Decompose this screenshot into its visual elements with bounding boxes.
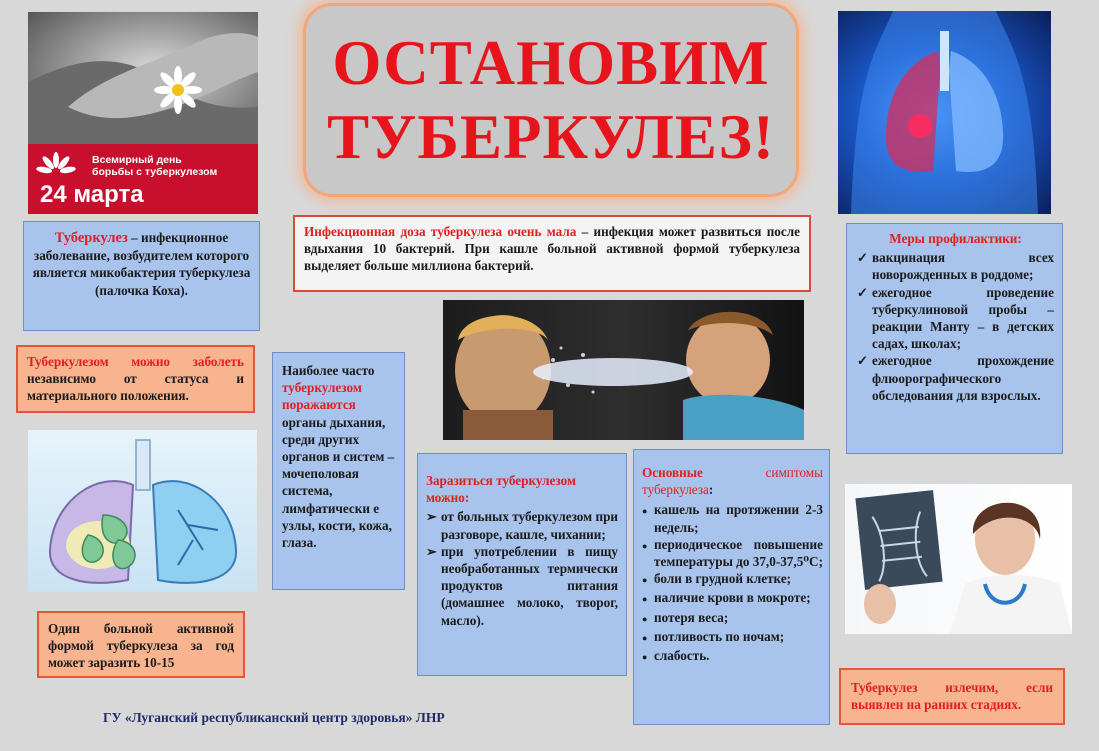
organs-box [272,352,405,590]
transmission-list [426,508,618,628]
prevention-item [857,284,1054,353]
bullet-icon: ✓ [857,250,869,266]
bullet-icon: ✓ [857,353,869,369]
prevention-item [857,249,1054,283]
doctor-xray-photo [845,484,1072,634]
bullet-icon: ➢ [426,509,438,525]
symptoms-heading-2: симптомы [765,465,823,480]
bullet-icon: ● [642,540,648,551]
sneeze-photo [443,300,804,440]
symptom-item [642,501,823,535]
bullet-icon: ● [642,594,648,605]
infection-dose-highlight: Инфекционная доза туберкулеза очень мала [304,224,577,239]
organs-highlight: туберкулезом поражаются [282,380,362,413]
title-line-2: ТУБЕРКУЛЕЗ! [327,102,775,172]
torso-lungs-illustration [838,11,1051,214]
prevention-list [857,249,1054,404]
transmission-item [426,543,618,629]
symptom-item-text: потливость по ночам; [654,628,785,644]
banner-line-1: Всемирный день [92,154,182,166]
symptom-item-text: периодическое повышение температуры до 37,0-37,5⁰С; [654,536,823,570]
world-tb-day-image [28,12,258,214]
poster-title [306,6,796,194]
prevention-item [857,352,1054,404]
transmission-box [417,453,627,676]
bullet-icon: ● [642,652,648,663]
lungs-xray-image [838,11,1051,214]
symptom-item-text: кашель на протяжении 2-3 недель; [654,502,823,535]
symptom-item [642,628,823,647]
definition-box [23,221,260,331]
bullet-icon: ● [642,575,648,586]
footer-organization: ГУ «Луганский республиканский центр здоровья» ЛНР [103,710,445,725]
prevention-item-text: ежегодное проведение туберкулиновой пробы – реакции Манту – в детских садах, школах; [872,284,1054,352]
bullet-icon: ● [642,632,648,643]
symptom-item-text: слабость. [654,648,710,664]
transmission-item-text: от больных туберкулезом при разговоре, кашле, чихании; [441,509,618,542]
anyone-text: независимо от статуса и материального положения. [27,371,244,404]
symptoms-heading-3: туберкулеза [642,482,709,498]
contagion-text: Один больной активной формой туберкулеза за год может заразить 10-15 [48,621,234,671]
hands-illustration [28,12,258,144]
bullet-icon: ● [642,506,648,517]
prevention-heading: Меры профилактики: [889,231,1022,246]
infection-dose-text: – инфекция может развиться после вдыхания 10 бактерий. При кашле больной активной формой туберкулеза выделяет больше миллиона бактерий. [304,224,800,274]
symptom-item-text: потеря веса; [654,609,729,625]
title-line-1: ОСТАНОВИМ [332,28,770,98]
organs-intro: Наиболее часто [282,363,375,378]
anyone-box [16,345,255,413]
hands-daisy-photo [28,12,258,144]
bullet-icon: ✓ [857,284,869,300]
anyone-highlight: Туберкулезом можно заболеть [27,354,244,369]
lungs-illustration-image [28,430,257,592]
symptom-item [642,589,823,608]
symptoms-box: Основные симптомы туберкулеза: ● кашель на протяжении 2-3 недель; ● периодическое повышение температуры до 37,0-37,5⁰С; ● боли в грудной клетке; ● наличие крови в мокроте; ● потеря веса; ● потливость по ночам; ● слабость. [633,449,830,725]
bullet-icon: ● [642,613,648,624]
symptom-item-text: боли в грудной клетке; [654,571,792,587]
symptom-item [642,570,823,589]
symptom-item-text: наличие крови в мокроте; [654,590,811,606]
doctor-illustration [845,484,1072,634]
infection-dose-box [293,215,811,292]
banner-line-2: борьбы с туберкулезом [92,166,218,178]
transmission-heading: Заразиться туберкулезом можно: [426,473,576,506]
symptom-item [642,647,823,666]
lungs-diagram-illustration [28,430,257,592]
contagion-box [37,611,245,678]
prevention-box [846,223,1063,454]
symptom-item [642,536,823,570]
sneeze-illustration [443,300,804,440]
definition-text: – инфекционное заболевание, возбудителем которого является микобактерия туберкулеза (палочка Коха). [32,230,251,298]
bullet-icon: ➢ [426,543,438,559]
transmission-item [426,508,618,542]
definition-term: Туберкулез [54,230,128,246]
banner-date: 24 марта [40,181,144,208]
curable-text: Туберкулез излечим, если выявлен на ранних стадиях. [851,680,1053,713]
symptom-item [642,609,823,628]
transmission-item-text: при употреблении в пищу необработанных термически продуктов питания (домашнее молоко, творог, масло). [441,543,618,628]
symptoms-heading-1: Основные [642,465,703,480]
symptoms-list [642,501,823,666]
curable-box [839,668,1065,725]
prevention-item-text: вакцинация всех новорожденных в роддоме; [872,250,1054,283]
organs-text: органы дыхания, среди других органов и систем – мочеполовая система, лимфатически е узлы, кости, кожа, глаза. [282,414,395,551]
prevention-item-text: ежегодное прохождение флюорографического обследования для взрослых. [872,353,1054,403]
tb-day-banner [28,144,258,214]
